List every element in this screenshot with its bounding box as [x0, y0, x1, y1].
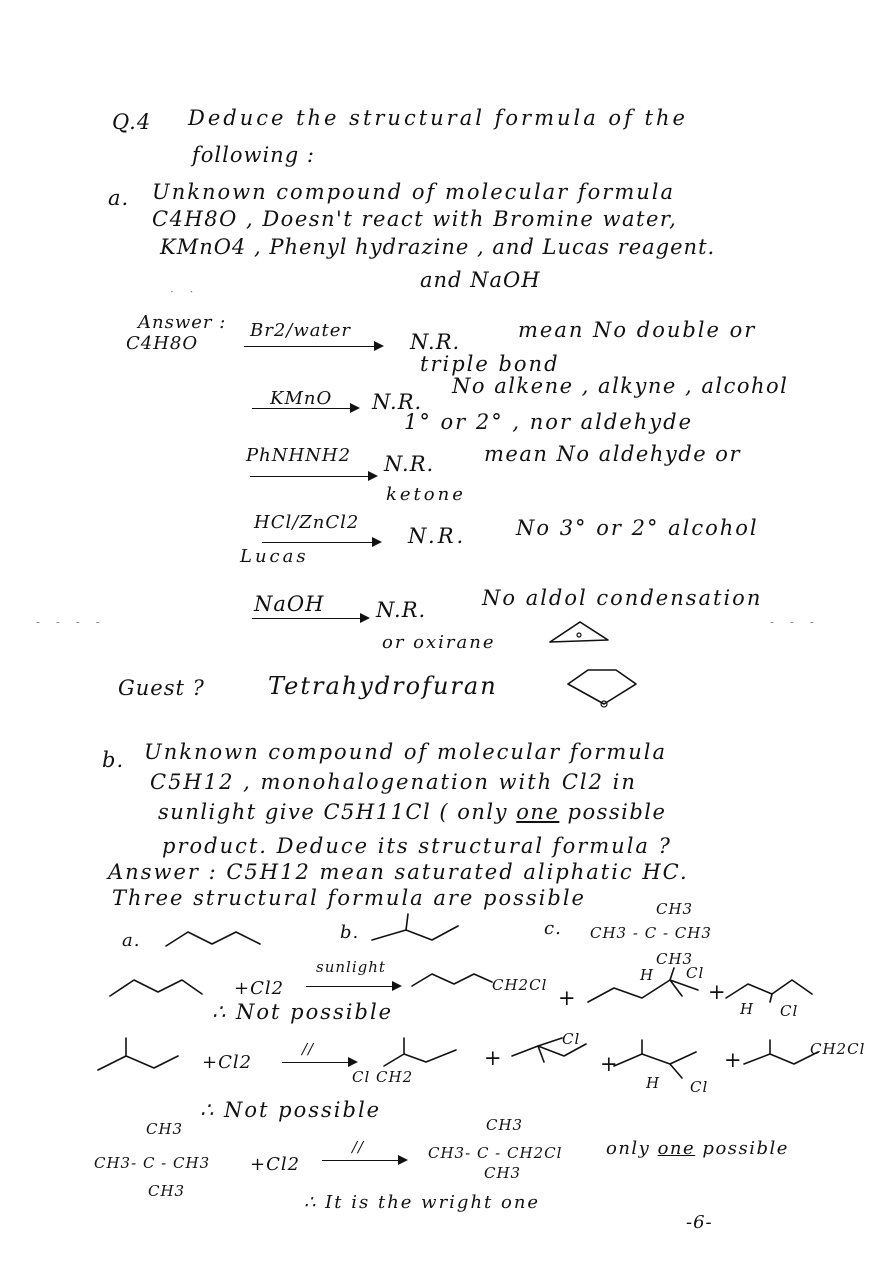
test5-reagent: NaOH — [254, 592, 325, 616]
test2-reagent: KMnO — [270, 388, 333, 409]
r1-product1-skeleton-icon — [410, 970, 494, 990]
part-b-line2: C5H12 , monohalogenation with Cl2 in — [150, 770, 637, 794]
r2-product4-group: CH2Cl — [810, 1040, 866, 1058]
part-a-line2: C4H8O , Doesn't react with Bromine water, — [152, 207, 678, 231]
guest-label: Guest ? — [118, 676, 205, 700]
test5-arrow — [252, 618, 368, 619]
test3-reagent: PhNHNH2 — [246, 445, 352, 466]
option-a-label: a. — [122, 930, 141, 951]
option-c-label: c. — [544, 918, 562, 939]
page-number: -6- — [686, 1212, 713, 1233]
part-b-three: Three structural formula are possible — [112, 886, 586, 910]
test2-arrow — [252, 408, 358, 409]
scan-dots-3: - - - — [770, 615, 820, 629]
r1-product3-skeleton-icon — [724, 976, 814, 1004]
part-b-line4: product. Deduce its structural formula ? — [162, 834, 672, 858]
r1-product3-cl: Cl — [780, 1002, 799, 1020]
test5-meaning2: or oxirane — [382, 632, 496, 653]
r3-reactant-top: CH3 — [146, 1120, 184, 1138]
r2-product1-skeleton-icon — [382, 1036, 462, 1070]
question-title-line2: following : — [192, 143, 315, 167]
test3-meaning2: ketone — [386, 484, 466, 505]
r1-product2-h: H — [640, 966, 655, 984]
test1-result: N.R. — [410, 330, 461, 354]
answer-formula: C4H8O — [126, 333, 199, 354]
r3-reactant-bottom: CH3 — [148, 1182, 186, 1200]
test4-meaning: No 3° or 2° alcohol — [516, 516, 759, 540]
test2-result: N.R. — [372, 390, 423, 414]
r3-reactant-mid: CH3- C - CH3 — [94, 1154, 211, 1172]
not-possible-2: ∴ Not possible — [200, 1098, 382, 1122]
r2-condition: // — [302, 1040, 315, 1058]
option-c-top: CH3 — [656, 900, 694, 918]
r3-condition: // — [352, 1138, 365, 1156]
part-a-label: a. — [108, 186, 130, 210]
r2-plus-1: + — [484, 1046, 503, 1070]
answer-label: Answer : — [138, 312, 227, 333]
isopentane-skeleton-icon — [370, 912, 462, 944]
guest-answer: Tetrahydrofuran — [268, 672, 498, 700]
only-text: only — [606, 1138, 651, 1159]
r1-product3-h: H — [740, 1000, 755, 1018]
possible-text: possible — [702, 1138, 789, 1159]
r3-product-bottom: CH3 — [484, 1164, 522, 1182]
question-title-line1: Deduce the structural formula of the — [188, 106, 688, 130]
test2-meaning2: 1° or 2° , nor aldehyde — [404, 410, 694, 434]
option-c-bottom: CH3 — [656, 950, 694, 968]
scan-dots: · · — [170, 285, 200, 299]
r3-arrow — [322, 1160, 406, 1161]
test5-result: N.R. — [376, 598, 427, 622]
part-b-line3-c: possible — [567, 800, 667, 824]
option-c-formula: CH3 - C - CH3 — [590, 924, 712, 942]
n-pentane-skeleton-icon — [164, 928, 264, 950]
r1-reactant-skeleton-icon — [108, 976, 204, 1000]
part-b-line3-one: one — [516, 800, 560, 824]
test4-result: N.R. — [408, 524, 467, 548]
one-text: one — [657, 1138, 696, 1159]
r3-plus-cl2: +Cl2 — [250, 1154, 301, 1175]
r1-condition: sunlight — [316, 958, 386, 976]
r1-product1-group: CH2Cl — [492, 976, 548, 994]
test3-result: N.R. — [384, 452, 435, 476]
test4-reagent-sub: Lucas — [240, 546, 309, 567]
test3-meaning: mean No aldehyde or — [484, 442, 741, 466]
option-b-label: b. — [340, 922, 360, 943]
r2-reactant-skeleton-icon — [96, 1034, 182, 1074]
conclusion: ∴ It is the wright one — [304, 1192, 541, 1213]
oxirane-structure-icon — [548, 618, 618, 648]
part-b-line3 — [158, 800, 666, 824]
test5-meaning: No aldol condensation — [482, 586, 763, 610]
part-b-line1: Unknown compound of molecular formula — [144, 740, 668, 764]
question-number: Q.4 — [112, 110, 152, 134]
test4-reagent: HCl/ZnCl2 — [254, 512, 360, 533]
test4-arrow — [262, 542, 380, 543]
test1-meaning2: triple bond — [420, 352, 560, 376]
scan-dots-2: - - - - — [36, 615, 106, 629]
r2-product3-h: H — [646, 1074, 661, 1092]
test1-arrow — [244, 346, 382, 347]
part-a-line3: KMnO4 , Phenyl hydrazine , and Lucas reagent. — [160, 235, 716, 259]
r2-product1-group: Cl CH2 — [352, 1068, 414, 1086]
not-possible-1: ∴ Not possible — [212, 1000, 394, 1024]
part-a-line4: and NaOH — [420, 268, 541, 292]
r3-product-top: CH3 — [486, 1116, 524, 1134]
test3-arrow — [250, 476, 376, 477]
test1-meaning: mean No double or — [518, 318, 757, 342]
part-b-line3-a: sunlight give C5H11Cl ( only — [158, 800, 509, 824]
part-b-label: b. — [102, 748, 125, 772]
only-one-possible — [606, 1138, 789, 1159]
r2-plus-3: + — [724, 1048, 743, 1072]
r1-arrow — [306, 986, 400, 987]
r1-plus-2: + — [708, 980, 727, 1004]
r2-plus-2: + — [600, 1052, 619, 1076]
r2-plus-cl2: +Cl2 — [202, 1052, 253, 1073]
r1-plus-cl2: +Cl2 — [234, 978, 285, 999]
r3-product-mid: CH3- C - CH2Cl — [428, 1144, 563, 1162]
test2-meaning: No alkene , alkyne , alcohol — [452, 374, 789, 398]
r2-arrow — [282, 1062, 356, 1063]
r2-product2-cl: Cl — [562, 1030, 581, 1048]
test1-reagent: Br2/water — [250, 320, 351, 341]
thf-ring-icon — [560, 666, 640, 714]
part-b-answer: Answer : C5H12 mean saturated aliphatic HC. — [108, 860, 689, 884]
part-a-line1: Unknown compound of molecular formula — [152, 180, 676, 204]
r1-plus-1: + — [558, 986, 577, 1010]
r2-product3-cl: Cl — [690, 1078, 709, 1096]
r1-product2-cl: Cl — [686, 964, 705, 982]
